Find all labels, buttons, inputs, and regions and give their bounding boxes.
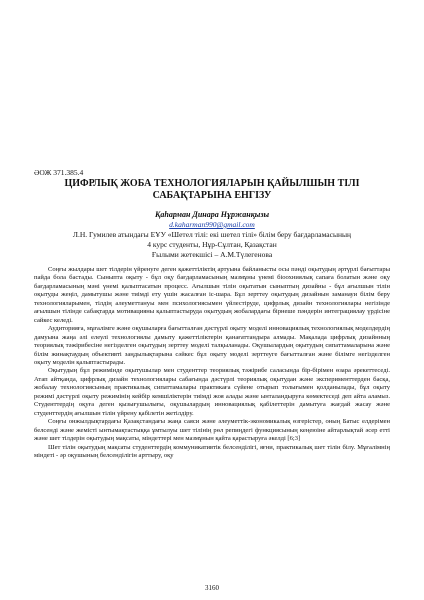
paragraph: Соңғы онжылдықтардағы Қазақстандағы жаңа саяси және әлеуметтік-экономикалық өзгерістер, оның Батыс елдерімен белсенді және жемісті ынтымақтастыққа ұмтылуы шет тілінің рөл репиңдегі функциясының кеңеюіне айтарлықтай әсер етті және шет тілдерін оқытудың мақсаты, міндеттері мен мазмұнын қайта қарастыруға әкелді [6;3] <box>34 418 390 443</box>
article-title: ЦИФРЛЫҚ ЖОБА ТЕХНОЛОГИЯЛАРЫН ҚАЙЫЛШЫН ТІЛІ САБАҚТАРЫНА ЕНГІЗУ <box>64 178 360 201</box>
page-number: 3160 <box>205 584 219 592</box>
paragraph: Соңғы жылдары шет тілдерін үйренуге деген қажеттіліктің артуына байланысты осы пәнді оқытудың әртүрлі бағыттары пайда бола бастады. Сыныпта оқыту - бұл оқу бағдарламасының мазмұны үнемі біоохниялық сапаға болатын және оқу бағдарламасының мәні үнемі қалыптасатын процесс. Ағылшын тілін оқытатын сыныптың дизайны - бұл ағылшын тілін оқытуды жеңіл, дамытушы және тиімді ету үшін жасалған іс-шара. Бұл зерттеу оқытудың дизайнын заманауи білім беру технологияларымен, тілдің алеуметтануы мен психологиясымен үйлестіруде, цифрлық дизайн технологиялары негізінде ағылшын тілінде сабақтарда мотивацияны қалыптастыруда оқытудың жобалардағы бірнеше пәндерін интеграциялау үрдісіне сайкес келеді. <box>34 266 390 324</box>
affiliation: Л.Н. Гумилев атындағы ЕҰУ «Шетел тілі: екі шетел тілі» білім беру бағдарламасының <box>72 230 352 239</box>
author-name: Қаһарман Динара Нұржанқызы <box>154 210 269 219</box>
student-line: 4 курс студенты, Нұр-Сұлтан, Қазақстан <box>147 240 277 249</box>
paragraph: Оқытудың бұл режимінде оқытушылар мен студенттер теориялық тәжірибе саласында бір-бірімен өзара әрекеттеседі. Атап айтқанда, цифрлық дизайн технологиялары сабағында дәстүрлі теориялық оқытудан және эксперименттерден басқа, жобалау технологиясының практикалық сипаттамалары практикаға сүйене отырып толығымен қолданылады, бұл оқыту режимі дәстүрлі оқыту режимінің кейбір кемшіліктерін тиімді жоя алады және ынталандыруға көмектеседі деп айта аламыз. Студенттердің оқуға деген қызығушылығы, оқушылардың инновациялық қабілеттерін дамытуға жағдай жасау және студенттердің ағылшын тілін үйрену қабілетін жетілдіру. <box>34 367 390 417</box>
author-block <box>40 210 384 260</box>
body-text <box>34 266 390 460</box>
author-email-link[interactable]: d.kaharman990@gmail.com <box>169 220 255 229</box>
paragraph: Аудиторияға, мұғалімге және оқушыларға бағытталған дәстүрлі оқыту моделі инновациялық технологиялық моделдердің дамуына жаңа әлі елеулі технологиялы дамыту қажеттіліктерін қанағаттандыра алмады. Мақалада цифрлық дизайнның теориялық тәжірибесіне негізделген оқытудың зерттеу моделі талқыланады. Оқушылардың оқытудың сипаттамаларына және білім жинақтаудың объективті заңдылықтарына сәйкес бұл оқыту моделі зерттеуге бағытталған және білімге негізделген оқыту моделін қалыптастырады. <box>34 325 390 366</box>
paragraph: Шет тілін оқытудың мақсаты студенттердің коммуникативтік белсенділігі, яғни, практикалық шет тілін білу. Мұғалімнің міндеті - әр оқушының белсенділігін арттыру, оқу <box>34 443 390 459</box>
supervisor: Ғылыми жетекшісі – А.М.Түлегенова <box>151 250 273 259</box>
udk-code: ӘОЖ 371.385.4 <box>34 168 84 177</box>
